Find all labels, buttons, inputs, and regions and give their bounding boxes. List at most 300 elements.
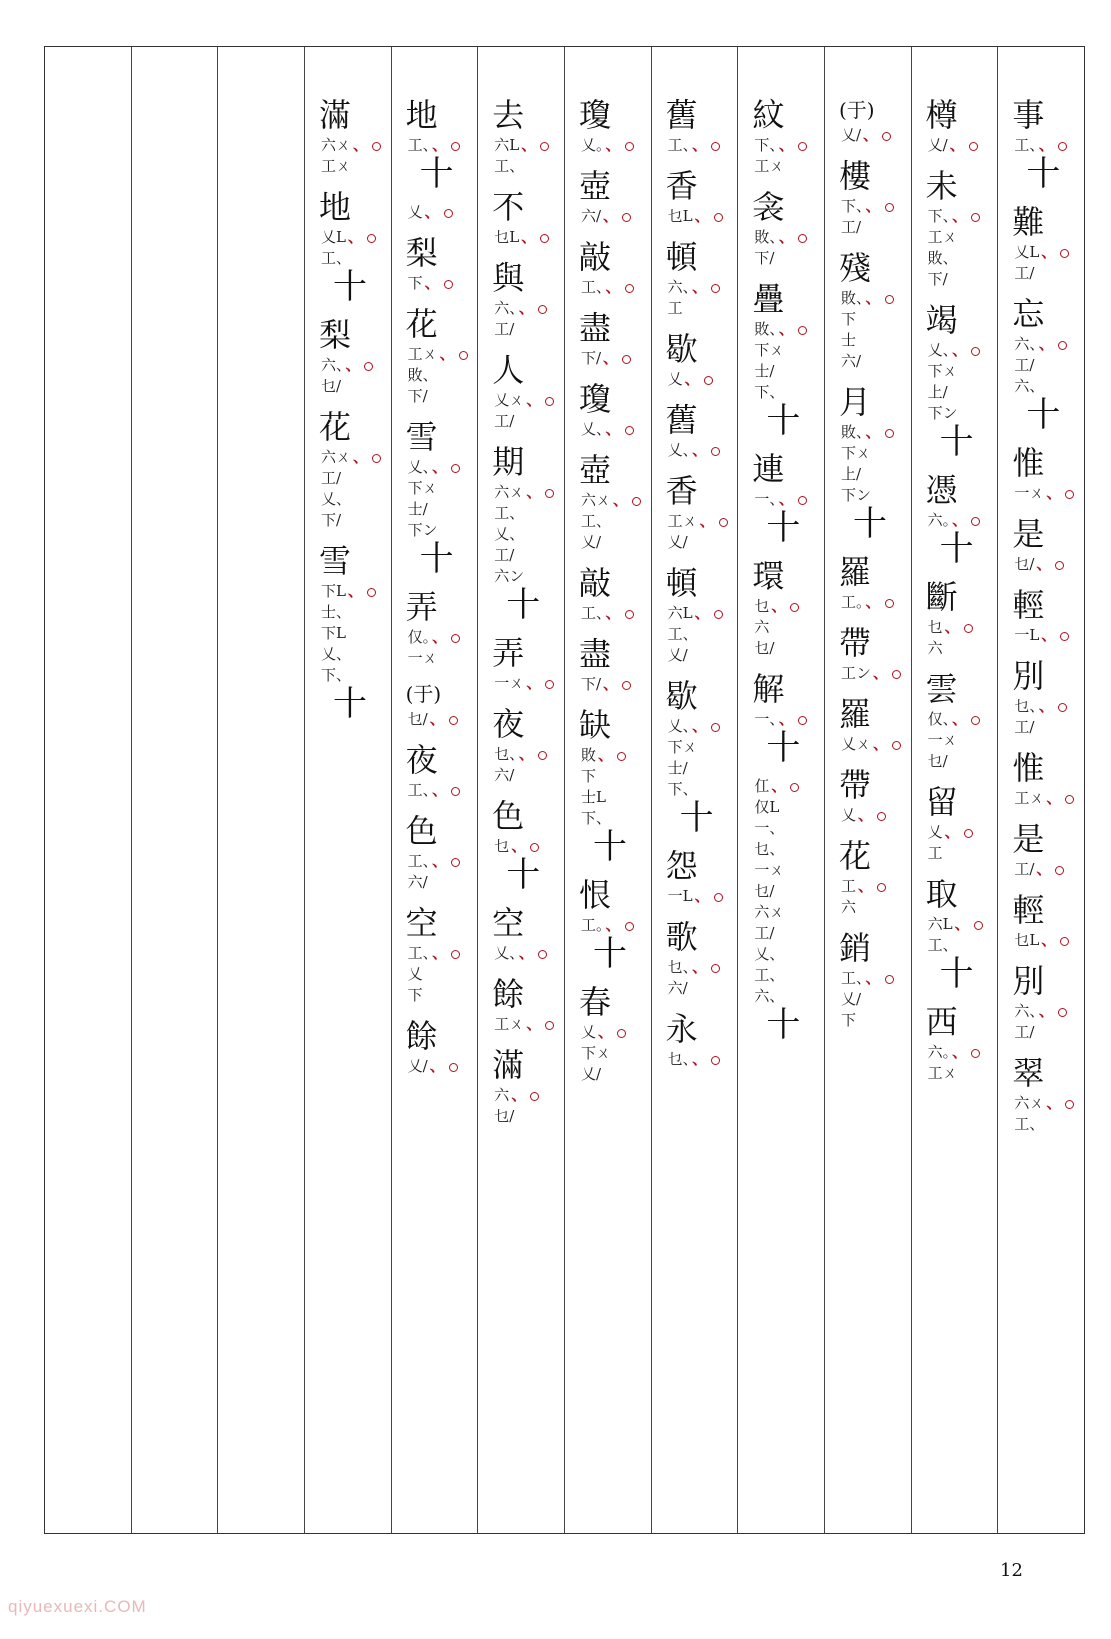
- pitch-mark: [839, 734, 901, 755]
- pitch-text: 上/: [927, 383, 948, 401]
- lyric-unit: [579, 982, 645, 1085]
- lyric-unit: [579, 308, 645, 369]
- lyric-unit: [492, 442, 558, 623]
- column-content: [59, 95, 125, 1525]
- pitch-mark: [492, 319, 514, 340]
- rhythm-tick-icon: 、: [778, 490, 794, 508]
- pitch-mark: [926, 361, 958, 382]
- lyric-character: 地: [318, 188, 351, 226]
- pitch-mark: [492, 156, 524, 177]
- notation-table: [44, 46, 1085, 1534]
- lyric-character: 惟: [1012, 444, 1045, 482]
- rhythm-circle-icon: [892, 741, 901, 750]
- pitch-mark: [839, 422, 894, 443]
- pitch-mark: [752, 638, 774, 659]
- lyric-unit: [579, 705, 645, 865]
- pitch-text: 工: [840, 877, 856, 895]
- pitch-text: 士/: [754, 362, 775, 380]
- rhythm-circle-icon: [451, 464, 460, 473]
- pitch-mark: [839, 989, 861, 1010]
- pitch-text: 仅、: [927, 710, 951, 728]
- pitch-mark: [406, 780, 461, 801]
- notation-column: [477, 47, 564, 1533]
- pitch-text: 下、: [840, 197, 864, 215]
- pitch-text: 六/: [494, 766, 515, 784]
- pitch-text: 下、: [754, 136, 777, 154]
- lyric-unit: [319, 187, 385, 305]
- lyric-character: 憑: [925, 471, 958, 509]
- lyric-character: 舊: [665, 401, 698, 439]
- lyric-unit: [839, 156, 905, 238]
- rhythm-circle-icon: [964, 624, 973, 633]
- pitch-mark: [492, 390, 554, 411]
- lyric-unit: [406, 811, 472, 893]
- rhythm-circle-icon: [719, 518, 728, 527]
- pitch-mark: [752, 135, 807, 156]
- pitch-mark: [492, 545, 514, 566]
- lyric-unit: [406, 587, 472, 669]
- pitch-text: 六: [754, 618, 770, 636]
- rhythm-circle-icon: [449, 1063, 458, 1072]
- lyric-character: 雪: [405, 418, 438, 456]
- pitch-mark: [406, 964, 423, 985]
- pitch-mark: [579, 135, 634, 156]
- pitch-text: 乜、: [1014, 697, 1037, 715]
- pitch-text: 乂、: [667, 441, 691, 459]
- pitch-mark: [839, 125, 891, 146]
- pitch-mark: [926, 709, 981, 730]
- lyric-unit: [406, 903, 472, 1006]
- rhythm-tick-icon: 、: [1038, 335, 1054, 353]
- rhythm-circle-icon: [372, 454, 381, 463]
- pitch-mark: [579, 206, 631, 227]
- pitch-mark: [406, 457, 461, 478]
- rhythm-circle-icon: [971, 213, 980, 222]
- column-content: [666, 95, 732, 1525]
- pitch-text: 上/: [840, 465, 862, 483]
- lyric-unit: [666, 95, 732, 156]
- rhythm-tick-icon: 、: [858, 877, 874, 895]
- pitch-text: 一L: [1014, 626, 1040, 644]
- lyric-unit: [1012, 890, 1078, 951]
- lyric-unit: [579, 563, 645, 624]
- pitch-text: 工ン: [840, 664, 871, 682]
- beat-cross-icon: 十: [332, 684, 367, 724]
- rhythm-tick-icon: 、: [526, 674, 542, 692]
- pitch-text: 工、: [667, 136, 691, 154]
- lyric-character: 期: [492, 443, 525, 481]
- lyric-character: 是: [1012, 820, 1045, 858]
- lyric-character: 壺: [578, 451, 611, 489]
- pitch-text: 工/: [1014, 860, 1035, 878]
- lyric-character: 花: [318, 408, 351, 446]
- lyric-character: 空: [492, 904, 525, 942]
- lyric-unit: [666, 471, 732, 553]
- rhythm-circle-icon: [617, 1029, 626, 1038]
- pitch-mark: [492, 673, 554, 694]
- lyric-character: 壺: [578, 167, 611, 205]
- pitch-mark: [926, 135, 978, 156]
- lyric-unit: [666, 917, 732, 999]
- pitch-mark: [406, 344, 468, 365]
- pitch-mark: [926, 730, 958, 751]
- rhythm-tick-icon: 、: [511, 1086, 527, 1104]
- pitch-mark: [319, 644, 351, 665]
- pitch-text: 一ㄨ: [1014, 484, 1045, 502]
- rhythm-tick-icon: 、: [526, 391, 542, 409]
- rhythm-tick-icon: 、: [605, 136, 621, 154]
- pitch-text: 六ン: [494, 567, 525, 585]
- lyric-character: 輕: [1012, 891, 1045, 929]
- pitch-text: 乜L: [1014, 931, 1040, 949]
- pitch-text: 下ン: [407, 521, 438, 539]
- lyric-character: 疊: [752, 280, 785, 318]
- lyric-character: (于): [405, 682, 442, 706]
- lyric-unit: [839, 623, 905, 684]
- lyric-unit: [926, 166, 992, 290]
- rhythm-tick-icon: 、: [1041, 626, 1057, 644]
- notation-column: [217, 47, 304, 1533]
- lyric-character: 連: [752, 450, 785, 488]
- lyric-unit: [666, 329, 732, 390]
- rhythm-tick-icon: 、: [1036, 555, 1052, 573]
- lyric-character: 解: [752, 670, 785, 708]
- rhythm-tick-icon: 、: [954, 915, 970, 933]
- pitch-mark: [1012, 376, 1044, 397]
- rhythm-circle-icon: [711, 142, 720, 151]
- pitch-mark: [752, 596, 799, 617]
- column-content: [319, 95, 385, 1525]
- pitch-mark: [926, 227, 958, 248]
- lyric-unit: [579, 634, 645, 695]
- pitch-text: 乂/: [667, 646, 688, 664]
- lyric-unit: [926, 95, 992, 156]
- pitch-mark: [752, 156, 784, 177]
- notation-column: [911, 47, 998, 1533]
- lyric-character: 弄: [405, 588, 438, 626]
- pitch-mark: [579, 1043, 611, 1064]
- pitch-text: 一ㄨ: [754, 861, 785, 879]
- pitch-text: 士: [840, 331, 856, 349]
- pitch-text: 六、: [1014, 377, 1045, 395]
- pitch-text: 下、: [754, 383, 785, 401]
- beat-cross-icon: 十: [679, 798, 714, 838]
- pitch-mark: [579, 915, 634, 936]
- lyric-unit: [1012, 202, 1078, 284]
- beat-cross-icon: 十: [852, 504, 887, 544]
- rhythm-circle-icon: [545, 397, 554, 406]
- lyric-character: 香: [665, 472, 698, 510]
- rhythm-tick-icon: 、: [949, 136, 965, 154]
- rhythm-circle-icon: [625, 284, 634, 293]
- pitch-mark: [926, 269, 948, 290]
- rhythm-circle-icon: [540, 234, 549, 243]
- pitch-mark: [579, 766, 596, 787]
- rhythm-circle-icon: [1060, 937, 1069, 946]
- pitch-text: 工、: [494, 504, 525, 522]
- rhythm-tick-icon: 、: [1038, 136, 1054, 154]
- lyric-character: 弄: [492, 634, 525, 672]
- rhythm-tick-icon: 、: [771, 777, 787, 795]
- rhythm-circle-icon: [1060, 632, 1069, 641]
- pitch-mark: [926, 510, 981, 531]
- rhythm-tick-icon: 、: [865, 969, 881, 987]
- rhythm-circle-icon: [885, 295, 894, 304]
- rhythm-tick-icon: 、: [944, 823, 960, 841]
- pitch-mark: [926, 340, 981, 361]
- lyric-unit: [1012, 656, 1078, 738]
- lyric-unit: [406, 202, 472, 223]
- lyric-character: 舊: [665, 96, 698, 134]
- pitch-text: 六/: [840, 352, 862, 370]
- pitch-text: 工/: [1014, 1023, 1035, 1041]
- pitch-text: 敗: [580, 746, 596, 764]
- lyric-character: 月: [838, 383, 871, 421]
- lyric-character: 忘: [1012, 295, 1045, 333]
- rhythm-circle-icon: [798, 496, 807, 505]
- pitch-text: 工ㄨ: [407, 345, 438, 363]
- notation-column: [131, 47, 218, 1533]
- pitch-text: 下/: [407, 387, 428, 405]
- notation-column: [737, 47, 824, 1533]
- pitch-mark: [666, 277, 721, 298]
- pitch-text: 工、: [580, 278, 604, 296]
- lyric-character: 色: [405, 812, 438, 850]
- rhythm-circle-icon: [444, 209, 453, 218]
- pitch-mark: [406, 851, 461, 872]
- rhythm-tick-icon: 、: [347, 228, 363, 246]
- rhythm-tick-icon: 、: [518, 299, 534, 317]
- pitch-mark: [666, 135, 721, 156]
- pitch-mark: [926, 1063, 958, 1084]
- lyric-unit: [406, 304, 472, 407]
- lyric-character: 事: [1012, 96, 1045, 134]
- rhythm-tick-icon: 、: [778, 710, 794, 728]
- lyric-character: 梨: [318, 316, 351, 354]
- pitch-text: 下ㄨ: [580, 1044, 611, 1062]
- pitch-text: 工、: [494, 157, 525, 175]
- pitch-mark: [752, 382, 784, 403]
- pitch-text: 乜: [754, 597, 770, 615]
- pitch-text: 六。: [927, 511, 951, 529]
- rhythm-tick-icon: 、: [347, 582, 363, 600]
- rhythm-circle-icon: [882, 132, 891, 141]
- lyric-character: 色: [492, 797, 525, 835]
- pitch-mark: [492, 135, 549, 156]
- rhythm-tick-icon: 、: [526, 1015, 542, 1033]
- pitch-mark: [1012, 263, 1034, 284]
- lyric-character: 滿: [492, 1046, 525, 1084]
- lyric-unit: [752, 556, 818, 659]
- rhythm-circle-icon: [885, 975, 894, 984]
- pitch-text: 工/: [1014, 718, 1035, 736]
- lyric-unit: [406, 740, 472, 801]
- lyric-unit: [666, 237, 732, 319]
- pitch-text: 工、: [407, 852, 431, 870]
- pitch-text: 一ㄨ: [494, 674, 525, 692]
- pitch-mark: [579, 674, 631, 695]
- pitch-mark: [1012, 788, 1074, 809]
- pitch-text: 下/: [580, 349, 602, 367]
- lyric-character: 樓: [838, 157, 871, 195]
- page-number: 12: [1000, 1560, 1023, 1581]
- pitch-mark: [926, 617, 973, 638]
- pitch-mark: [752, 776, 799, 797]
- lyric-unit: [926, 470, 992, 567]
- pitch-text: 工、: [754, 966, 785, 984]
- pitch-text: 乜/: [927, 752, 948, 770]
- pitch-mark: [1012, 717, 1034, 738]
- rhythm-circle-icon: [451, 950, 460, 959]
- pitch-mark: [579, 511, 611, 532]
- rhythm-tick-icon: 、: [699, 512, 715, 530]
- rhythm-circle-icon: [545, 489, 554, 498]
- pitch-text: 乜/: [407, 710, 428, 728]
- rhythm-tick-icon: 、: [352, 448, 368, 466]
- rhythm-circle-icon: [971, 347, 980, 356]
- lyric-character: 環: [752, 557, 785, 595]
- pitch-text: 下/: [320, 511, 342, 529]
- rhythm-tick-icon: 、: [692, 136, 708, 154]
- pitch-mark: [752, 902, 784, 923]
- pitch-mark: [406, 499, 428, 520]
- rhythm-tick-icon: 、: [771, 597, 787, 615]
- beat-cross-icon: 十: [1026, 395, 1061, 435]
- lyric-character: 永: [665, 1010, 698, 1048]
- pitch-mark: [839, 217, 861, 238]
- pitch-text: 工: [667, 299, 683, 317]
- pitch-text: 乂ㄨ: [494, 391, 525, 409]
- pitch-mark: [926, 843, 943, 864]
- lyric-unit: [1012, 294, 1078, 433]
- lyric-unit: [1012, 961, 1078, 1043]
- lyric-character: 羅: [838, 695, 871, 733]
- rhythm-tick-icon: 、: [778, 136, 794, 154]
- rhythm-tick-icon: 、: [778, 228, 794, 246]
- rhythm-circle-icon: [625, 426, 634, 435]
- lyric-unit: [319, 315, 385, 397]
- pitch-mark: [492, 566, 524, 587]
- beat-cross-icon: 十: [1026, 154, 1061, 194]
- lyric-character: 未: [925, 167, 958, 205]
- lyric-unit: [492, 903, 558, 964]
- lyric-unit: [492, 95, 558, 177]
- rhythm-circle-icon: [714, 610, 723, 619]
- pitch-mark: [839, 592, 894, 613]
- pitch-mark: [752, 361, 774, 382]
- pitch-mark: [579, 348, 631, 369]
- pitch-mark: [926, 822, 973, 843]
- pitch-mark: [839, 897, 856, 918]
- pitch-mark: [1012, 242, 1069, 263]
- lyric-unit: [839, 382, 905, 542]
- lyric-character: 雪: [318, 542, 351, 580]
- pitch-text: 工ㄨ: [494, 1015, 525, 1033]
- pitch-text: 工/: [494, 412, 515, 430]
- lyric-unit: [579, 450, 645, 553]
- rhythm-circle-icon: [964, 829, 973, 838]
- rhythm-tick-icon: 、: [692, 441, 708, 459]
- pitch-mark: [319, 447, 381, 468]
- rhythm-tick-icon: 、: [511, 837, 527, 855]
- pitch-mark: [926, 403, 958, 424]
- pitch-mark: [319, 665, 351, 686]
- pitch-mark: [406, 135, 461, 156]
- lyric-unit: [492, 1045, 558, 1127]
- rhythm-circle-icon: [714, 893, 723, 902]
- pitch-mark: [492, 227, 549, 248]
- pitch-mark: [492, 524, 524, 545]
- rhythm-circle-icon: [538, 751, 547, 760]
- lyric-character: 餘: [492, 975, 525, 1013]
- rhythm-circle-icon: [632, 497, 641, 506]
- pitch-text: 乂、: [927, 341, 951, 359]
- lyric-character: 盡: [578, 309, 611, 347]
- rhythm-tick-icon: 、: [865, 289, 881, 307]
- pitch-text: 仜: [754, 777, 770, 795]
- rhythm-tick-icon: 、: [526, 483, 542, 501]
- pitch-text: 乜、: [667, 1050, 691, 1068]
- pitch-text: 乂、: [320, 490, 351, 508]
- pitch-text: 敗、: [754, 228, 777, 246]
- lyric-character: 頓: [665, 238, 698, 276]
- pitch-mark: [666, 737, 698, 758]
- rhythm-circle-icon: [1065, 795, 1074, 804]
- pitch-mark: [406, 520, 438, 541]
- rhythm-circle-icon: [877, 883, 886, 892]
- pitch-text: 士L: [580, 788, 606, 806]
- rhythm-circle-icon: [971, 1049, 980, 1058]
- pitch-text: 六、: [754, 987, 785, 1005]
- lyric-unit: [406, 233, 472, 294]
- pitch-text: 乂ㄨ: [840, 735, 871, 753]
- pitch-text: 乂: [407, 965, 423, 983]
- column-content: [579, 95, 645, 1525]
- lyric-character: 缺: [578, 706, 611, 744]
- lyric-unit: [839, 248, 905, 372]
- pitch-mark: [492, 836, 539, 857]
- rhythm-tick-icon: 、: [1046, 789, 1062, 807]
- pitch-text: 下/: [580, 675, 602, 693]
- lyric-unit: [752, 669, 818, 766]
- rhythm-circle-icon: [1058, 341, 1067, 350]
- pitch-text: 六。: [927, 1043, 951, 1061]
- pitch-mark: [666, 758, 688, 779]
- lyric-character: 紋: [752, 96, 785, 134]
- pitch-text: 乂、: [494, 944, 517, 962]
- pitch-mark: [666, 298, 683, 319]
- pitch-mark: [319, 227, 376, 248]
- rhythm-circle-icon: [622, 355, 631, 364]
- pitch-mark: [319, 468, 341, 489]
- pitch-mark: [752, 923, 774, 944]
- pitch-mark: [666, 624, 698, 645]
- lyric-character: 春: [578, 983, 611, 1021]
- pitch-mark: [319, 248, 351, 269]
- pitch-mark: [319, 510, 341, 531]
- rhythm-tick-icon: 、: [597, 746, 613, 764]
- rhythm-circle-icon: [540, 142, 549, 151]
- rhythm-tick-icon: 、: [432, 944, 448, 962]
- column-content: [492, 95, 558, 1525]
- pitch-text: 下: [580, 767, 596, 785]
- pitch-text: 六L: [667, 604, 693, 622]
- pitch-text: 士/: [667, 759, 688, 777]
- pitch-mark: [406, 648, 438, 669]
- pitch-text: 下: [840, 310, 856, 328]
- pitch-mark: [492, 503, 524, 524]
- pitch-mark: [1012, 696, 1067, 717]
